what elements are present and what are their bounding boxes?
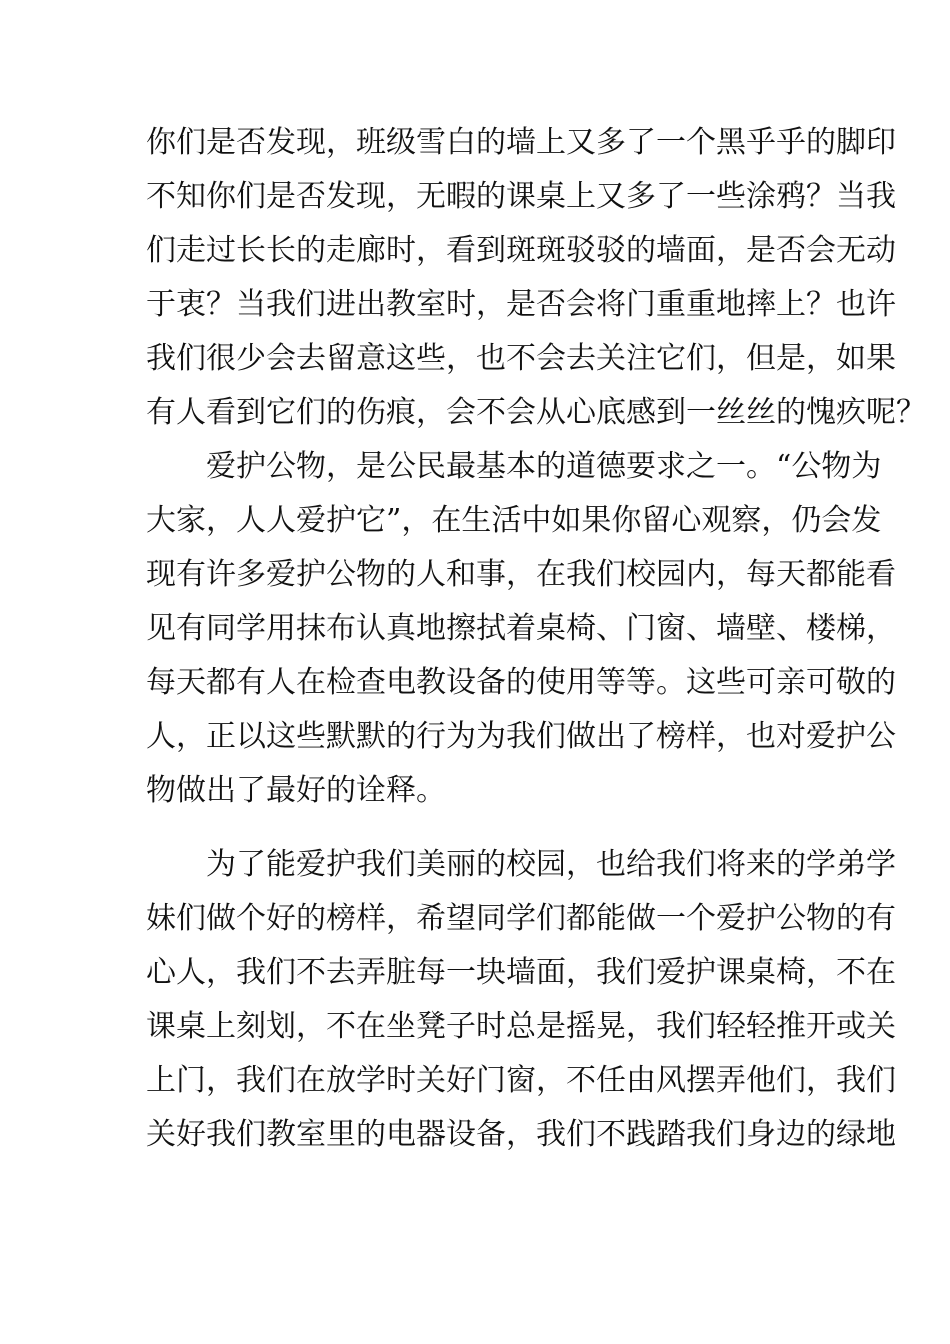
- text-line: 大家，人人爱护它”，在生活中如果你留心观察，仍会发: [146, 503, 882, 538]
- body-text: [146, 116, 926, 1162]
- text-line: 现有许多爱护公物的人和事，在我们校园内，每天都能看: [146, 557, 896, 592]
- text-line: 于衷？当我们进出教室时，是否会将门重重地摔上？也许: [146, 287, 896, 322]
- text-line: 关好我们教室里的电器设备，我们不践踏我们身边的绿地: [146, 1117, 896, 1152]
- text-line: 们走过长长的走廊时，看到斑斑驳驳的墙面，是否会无动: [146, 233, 896, 268]
- text-line: 见有同学用抹布认真地擦拭着桌椅、门窗、墙壁、楼梯，: [146, 611, 896, 646]
- text-line: 课桌上刻划，不在坐凳子时总是摇晃，我们轻轻推开或关: [146, 1009, 896, 1044]
- text-line: 你们是否发现，班级雪白的墙上又多了一个黑乎乎的脚印: [146, 125, 896, 160]
- text-line: 人，正以这些默默的行为为我们做出了榜样，也对爱护公: [146, 719, 896, 754]
- paragraph-gap: [146, 818, 816, 838]
- text-line: 为了能爱护我们美丽的校园，也给我们将来的学弟学: [206, 847, 896, 882]
- text-line: 上门，我们在放学时关好门窗，不任由风摆弄他们，我们: [146, 1063, 896, 1098]
- text-line: 物做出了最好的诠释。: [146, 773, 446, 808]
- text-line: 不知你们是否发现，无暇的课桌上又多了一些涂鸦？当我: [146, 179, 896, 214]
- text-line: 妹们做个好的榜样，希望同学们都能做一个爱护公物的有: [146, 901, 896, 936]
- text-line: 每天都有人在检查电教设备的使用等等。这些可亲可敬的: [146, 665, 896, 700]
- text-line: 我们很少会去留意这些，也不会去关注它们，但是，如果: [146, 341, 896, 376]
- text-line: 心人，我们不去弄脏每一块墙面，我们爱护课桌椅，不在: [146, 955, 896, 990]
- text-line: 爱护公物，是公民最基本的道德要求之一。“公物为: [206, 449, 882, 484]
- text-line: 有人看到它们的伤痕，会不会从心底感到一丝丝的愧疚呢？: [146, 395, 926, 430]
